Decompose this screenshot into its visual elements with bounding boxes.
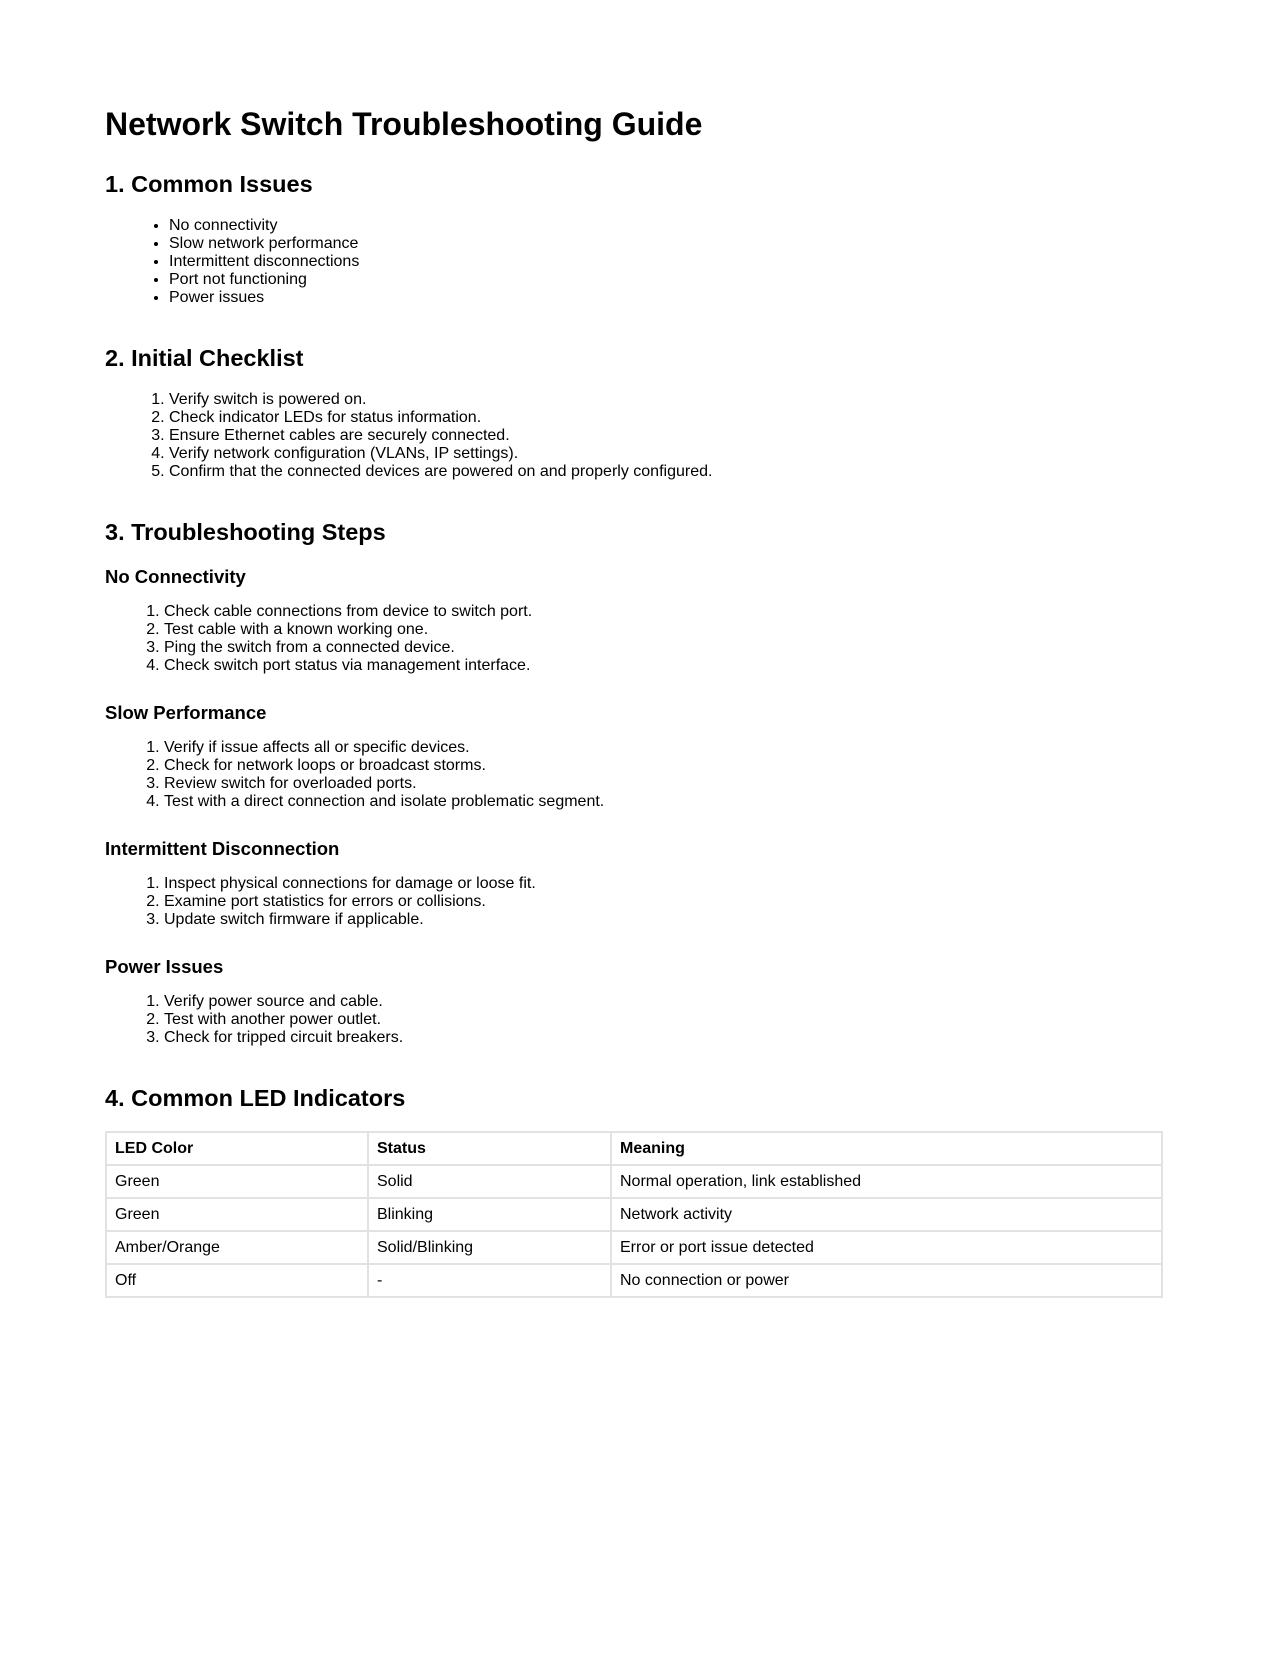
- subsection-heading-no-connectivity: No Connectivity: [105, 566, 246, 587]
- list-item: 1. Verify if issue affects all or specific devices.: [164, 739, 1163, 757]
- list-item: 1. Verify switch is powered on.: [169, 391, 1163, 409]
- cell-led-color: Amber/Orange: [106, 1231, 368, 1264]
- section-initial-checklist: [105, 343, 1163, 481]
- list-item: 3. Check for tripped circuit breakers.: [164, 1029, 1163, 1047]
- list-item: 2. Check for network loops or broadcast storms.: [164, 757, 1163, 775]
- power-issues-steps: [105, 993, 1163, 1047]
- common-issues-list: [105, 217, 1163, 307]
- led-indicators-table: [105, 1131, 1163, 1298]
- list-item: 3. Ensure Ethernet cables are securely connected.: [169, 427, 1163, 445]
- list-item: 2. Check indicator LEDs for status information.: [169, 409, 1163, 427]
- table-row: [106, 1165, 1162, 1198]
- list-item: • Power issues: [169, 289, 1163, 307]
- cell-status: Blinking: [368, 1198, 611, 1231]
- section-common-issues: [105, 169, 1163, 307]
- cell-meaning: Network activity: [611, 1198, 1162, 1231]
- subsection-heading-slow-performance: Slow Performance: [105, 702, 267, 723]
- section-heading: 2. Initial Checklist: [105, 345, 304, 371]
- section-troubleshooting-steps: [105, 517, 1163, 1047]
- list-item: 4. Verify network configuration (VLANs, IP settings).: [169, 445, 1163, 463]
- list-item: 5. Confirm that the connected devices are powered on and properly configured.: [169, 463, 1163, 481]
- cell-status: Solid: [368, 1165, 611, 1198]
- list-item: 3. Update switch firmware if applicable.: [164, 911, 1163, 929]
- table-row: [106, 1231, 1162, 1264]
- slow-performance-steps: [105, 739, 1163, 811]
- subsection-heading-intermittent-disconnection: Intermittent Disconnection: [105, 838, 340, 859]
- list-item: 2. Test cable with a known working one.: [164, 621, 1163, 639]
- list-item: 3. Review switch for overloaded ports.: [164, 775, 1163, 793]
- initial-checklist-list: [105, 391, 1163, 481]
- cell-led-color: Off: [106, 1264, 368, 1297]
- list-item: 2. Examine port statistics for errors or collisions.: [164, 893, 1163, 911]
- column-header-status: Status: [368, 1132, 611, 1165]
- list-item: 4. Test with a direct connection and isolate problematic segment.: [164, 793, 1163, 811]
- table-row: [106, 1198, 1162, 1231]
- section-heading: 4. Common LED Indicators: [105, 1085, 406, 1111]
- list-item: • Slow network performance: [169, 235, 1163, 253]
- table-row: [106, 1264, 1162, 1297]
- cell-meaning: Error or port issue detected: [611, 1231, 1162, 1264]
- list-item: 1. Verify power source and cable.: [164, 993, 1163, 1011]
- intermittent-disconnection-steps: [105, 875, 1163, 929]
- column-header-led-color: LED Color: [106, 1132, 368, 1165]
- list-item: • Port not functioning: [169, 271, 1163, 289]
- section-heading: 3. Troubleshooting Steps: [105, 519, 386, 545]
- list-item: 1. Inspect physical connections for damage or loose fit.: [164, 875, 1163, 893]
- no-connectivity-steps: [105, 603, 1163, 675]
- list-item: 4. Check switch port status via management interface.: [164, 657, 1163, 675]
- cell-meaning: Normal operation, link established: [611, 1165, 1162, 1198]
- list-item: 2. Test with another power outlet.: [164, 1011, 1163, 1029]
- cell-meaning: No connection or power: [611, 1264, 1162, 1297]
- list-item: • No connectivity: [169, 217, 1163, 235]
- subsection-heading-power-issues: Power Issues: [105, 956, 224, 977]
- cell-status: Solid/Blinking: [368, 1231, 611, 1264]
- list-item: • Intermittent disconnections: [169, 253, 1163, 271]
- cell-status: -: [368, 1264, 611, 1297]
- list-item: 1. Check cable connections from device to switch port.: [164, 603, 1163, 621]
- list-item: 3. Ping the switch from a connected device.: [164, 639, 1163, 657]
- table-header-row: [106, 1132, 1162, 1165]
- column-header-meaning: Meaning: [611, 1132, 1162, 1165]
- document-page: [105, 104, 1163, 1298]
- page-title: Network Switch Troubleshooting Guide: [105, 106, 703, 142]
- section-led-indicators: [105, 1083, 1163, 1298]
- cell-led-color: Green: [106, 1165, 368, 1198]
- cell-led-color: Green: [106, 1198, 368, 1231]
- section-heading: 1. Common Issues: [105, 171, 313, 197]
